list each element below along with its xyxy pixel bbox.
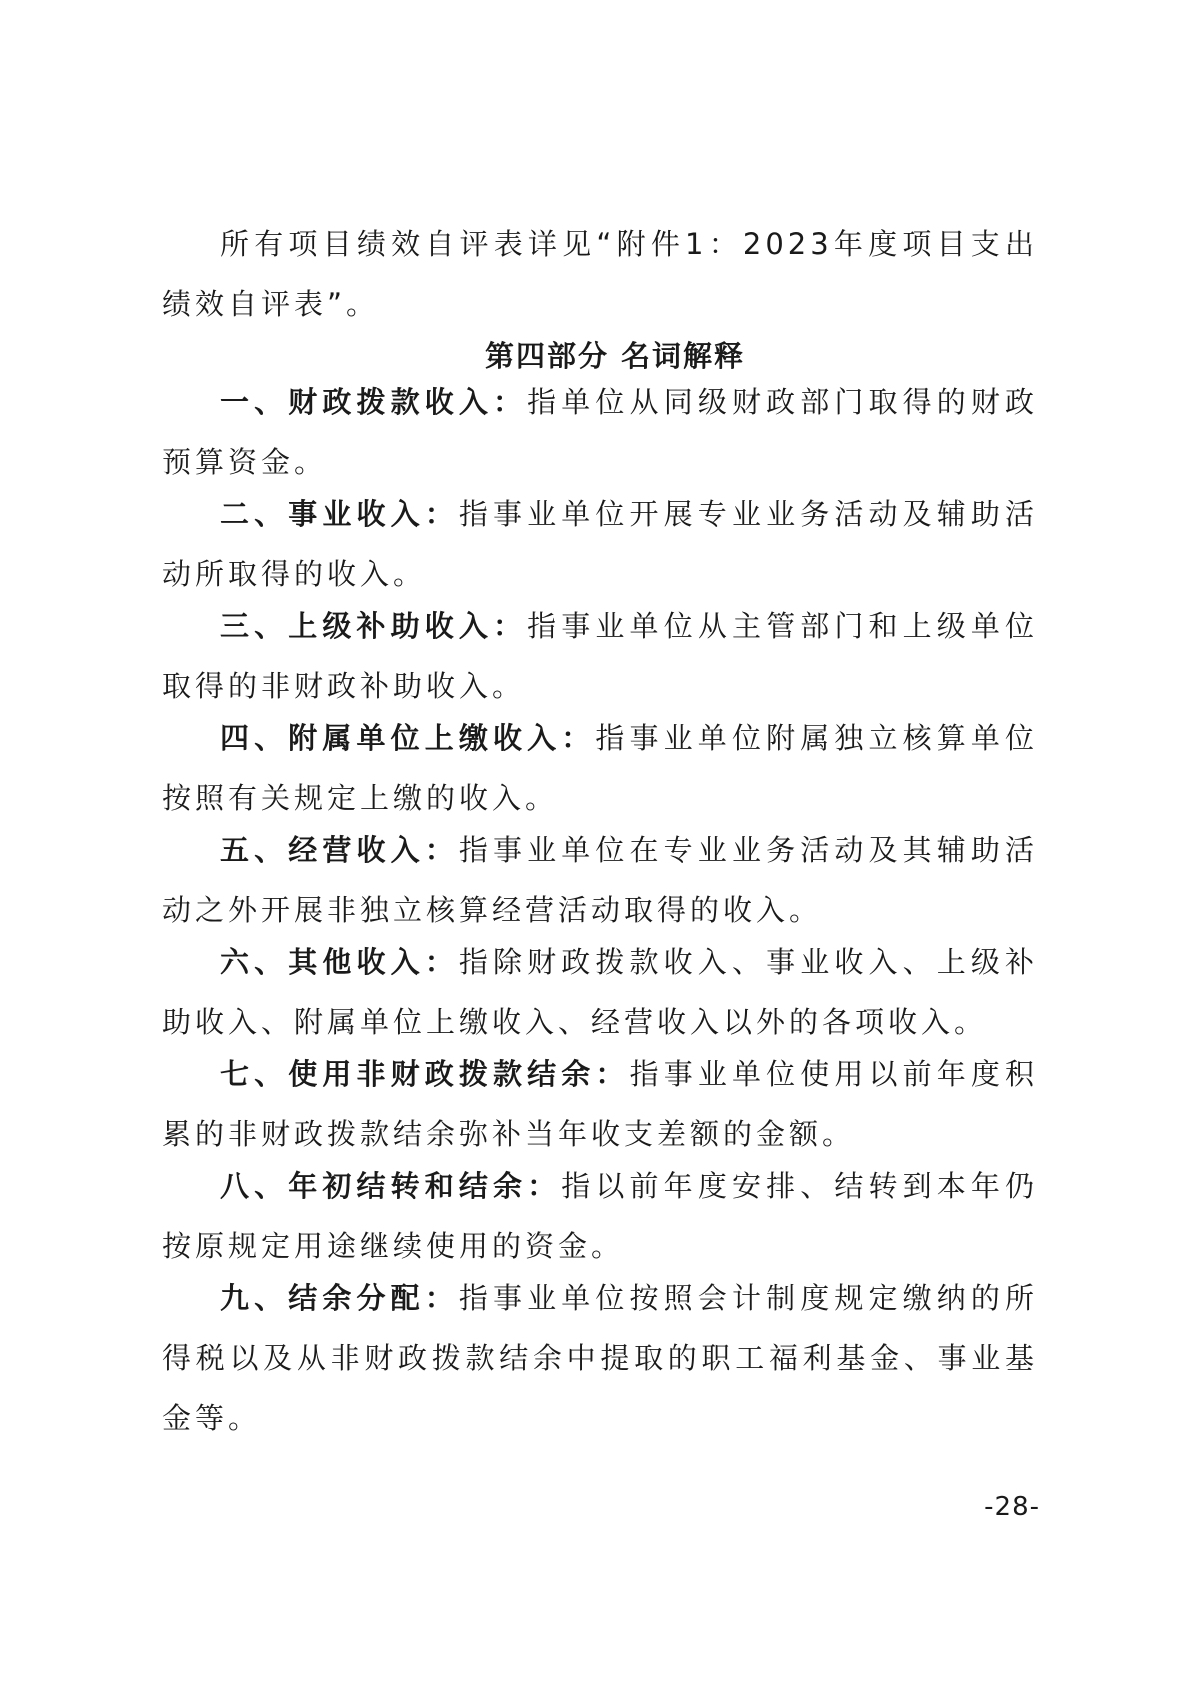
definition-term: 五、经营收入：: [220, 833, 459, 867]
definition-description: 指单位从同级财政部门取得的财政预算资金。: [162, 385, 1038, 479]
definition-description: 指以前年度安排、结转到本年仍按原规定用途继续使用的资金。: [162, 1169, 1038, 1263]
page-number: -28-: [984, 1492, 1040, 1522]
definition-paragraph: [162, 1156, 1038, 1276]
definition-term: 四、附属单位上缴收入：: [220, 721, 596, 755]
definition-term: 二、事业收入：: [220, 497, 459, 531]
definition-description: 指事业单位从主管部门和上级单位取得的非财政补助收入。: [162, 609, 1038, 703]
definition-paragraph: [162, 596, 1038, 716]
section-title: 第四部分 名词解释: [484, 339, 746, 373]
definition-paragraph: [162, 484, 1038, 604]
definition-description: 指事业单位使用以前年度积累的非财政拨款结余弥补当年收支差额的金额。: [162, 1057, 1038, 1151]
definition-paragraph: [162, 372, 1038, 492]
definition-description: 指事业单位按照会计制度规定缴纳的所得税以及从非财政拨款结余中提取的职工福利基金、事业基金等。: [162, 1281, 1038, 1435]
definition-paragraph: [162, 1268, 1038, 1448]
definition-term: 九、结余分配：: [220, 1281, 459, 1315]
definition-description: 指除财政拨款收入、事业收入、上级补助收入、附属单位上缴收入、经营收入以外的各项收入。: [162, 945, 1038, 1039]
definition-term: 一、财政拨款收入：: [220, 385, 528, 419]
definition-term: 七、使用非财政拨款结余：: [220, 1057, 630, 1091]
definition-term: 八、年初结转和结余：: [220, 1169, 562, 1203]
definition-paragraph: [162, 820, 1038, 940]
definition-paragraph: [162, 1044, 1038, 1164]
definition-term: 六、其他收入：: [220, 945, 459, 979]
definition-paragraph: [162, 932, 1038, 1052]
intro-paragraph: 所有项目绩效自评表详见“附件1：2023年度项目支出绩效自评表”。: [162, 227, 1038, 321]
definition-paragraph: [162, 708, 1038, 828]
definition-description: 指事业单位开展专业业务活动及辅助活动所取得的收入。: [162, 497, 1038, 591]
definition-description: 指事业单位在专业业务活动及其辅助活动之外开展非独立核算经营活动取得的收入。: [162, 833, 1038, 927]
definition-term: 三、上级补助收入：: [220, 609, 528, 643]
definition-description: 指事业单位附属独立核算单位按照有关规定上缴的收入。: [162, 721, 1038, 815]
